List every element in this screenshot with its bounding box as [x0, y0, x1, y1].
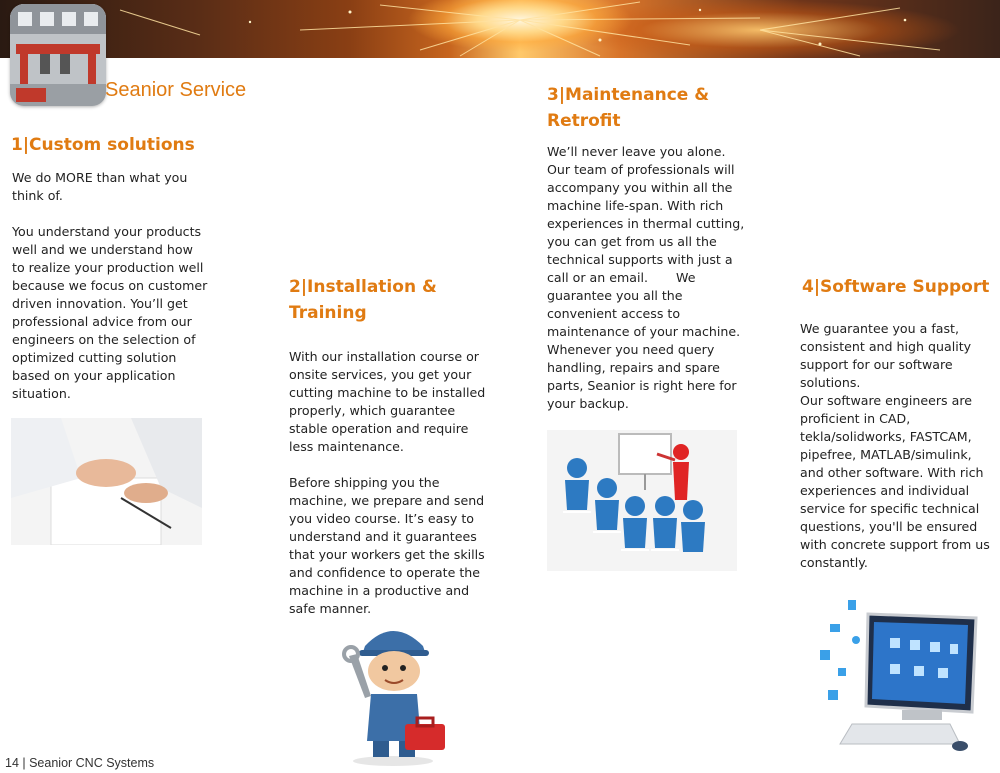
text-line: onsite services, you get your [289, 367, 472, 382]
text-line: accompany you within all the [547, 180, 733, 195]
text-line: to realize your production well [12, 260, 204, 275]
text-line: handling, repairs and spare [547, 360, 720, 375]
text-line: you video course. It’s easy to [289, 511, 474, 526]
text-line: proficient in CAD, [800, 411, 911, 426]
text-line: With our installation course or [289, 349, 479, 364]
text-line: call or an email. We [547, 270, 696, 285]
text-line: properly, which guarantee [289, 403, 456, 418]
text-line: machine life-span. With rich [547, 198, 724, 213]
text-line: engineers on the selection of [12, 332, 196, 347]
text-line: Our team of professionals will [547, 162, 735, 177]
text-line: We do MORE than what you [12, 170, 188, 185]
text-line: We guarantee you a fast, [800, 321, 959, 336]
text-line: support for our software [800, 357, 953, 372]
text-line: and confidence to operate the [289, 565, 480, 580]
text-line: Whenever you need query [547, 342, 715, 357]
text-line: cutting machine to be installed [289, 385, 486, 400]
text-line: Before shipping you the [289, 475, 440, 490]
presentation-training-figures [547, 430, 737, 571]
text-line: situation. [12, 386, 71, 401]
text-line: that your workers get the skills [289, 547, 485, 562]
text-line: optimized cutting solution [12, 350, 177, 365]
section-4-body [800, 320, 990, 572]
section-4-heading [802, 274, 989, 300]
text-line: experiences and individual [800, 483, 970, 498]
heading-line: 2|Installation & [289, 277, 437, 297]
text-line: based on your application [12, 368, 176, 383]
section-2-intro [289, 348, 485, 456]
text-line: service for specific technical [800, 501, 980, 516]
text-line: well and we understand how [12, 242, 193, 257]
text-line: guarantee you all the [547, 288, 683, 303]
section-2-body [289, 474, 485, 618]
section-3-body [547, 143, 744, 413]
heading-line: 3|Maintenance & [547, 85, 710, 105]
section-1-intro [12, 169, 187, 205]
text-line: professional advice from our [12, 314, 192, 329]
text-line: We’ll never leave you alone. [547, 144, 726, 159]
text-line: stable operation and require [289, 421, 469, 436]
page-footer: 14 | Seanior CNC Systems [5, 756, 155, 770]
text-line: your backup. [547, 396, 629, 411]
text-line: because we focus on customer [12, 278, 208, 293]
text-line: experiences in thermal cutting, [547, 216, 745, 231]
heading-line: 4|Software Support [802, 277, 990, 297]
text-line: understand and it guarantees [289, 529, 477, 544]
text-line: solutions. [800, 375, 861, 390]
text-line: pipefree, MATLAB/simulink, [800, 447, 972, 462]
cutting-machine-logo [10, 4, 106, 106]
heading-line: Retrofit [547, 111, 621, 131]
handshake-meeting-photo [11, 418, 202, 545]
sparks-graphic [0, 0, 1000, 58]
brand-title: Seanior Service [105, 79, 247, 101]
text-line: questions, you'll be ensured [800, 519, 978, 534]
text-line: with concrete support from us [800, 537, 990, 552]
text-line: You understand your products [12, 224, 202, 239]
text-line: constantly. [800, 555, 868, 570]
section-3-heading [547, 82, 709, 134]
text-line: technical supports with just a [547, 252, 733, 267]
computer-monitor-apps [810, 594, 980, 764]
heading-line: Training [289, 303, 367, 323]
sparks-banner-image [0, 0, 1000, 58]
section-1-heading [11, 132, 195, 158]
text-line: tekla/solidworks, FASTCAM, [800, 429, 972, 444]
text-line: less maintenance. [289, 439, 404, 454]
text-line: and other software. With rich [800, 465, 984, 480]
text-line: maintenance of your machine. [547, 324, 741, 339]
text-line: parts, Seanior is right here for [547, 378, 737, 393]
technician-with-wrench-toolbox [335, 616, 453, 766]
section-1-body [12, 223, 207, 403]
text-line: machine, we prepare and send [289, 493, 485, 508]
text-line: consistent and high quality [800, 339, 972, 354]
text-line: think of. [12, 188, 63, 203]
text-line: convenient access to [547, 306, 681, 321]
section-2-heading [289, 274, 437, 326]
text-line: Our software engineers are [800, 393, 972, 408]
text-line: driven innovation. You’ll get [12, 296, 188, 311]
text-line: machine in a productive and [289, 583, 470, 598]
text-line: safe manner. [289, 601, 372, 616]
heading-line: 1|Custom solutions [11, 135, 195, 155]
text-line: you can get from us all the [547, 234, 717, 249]
